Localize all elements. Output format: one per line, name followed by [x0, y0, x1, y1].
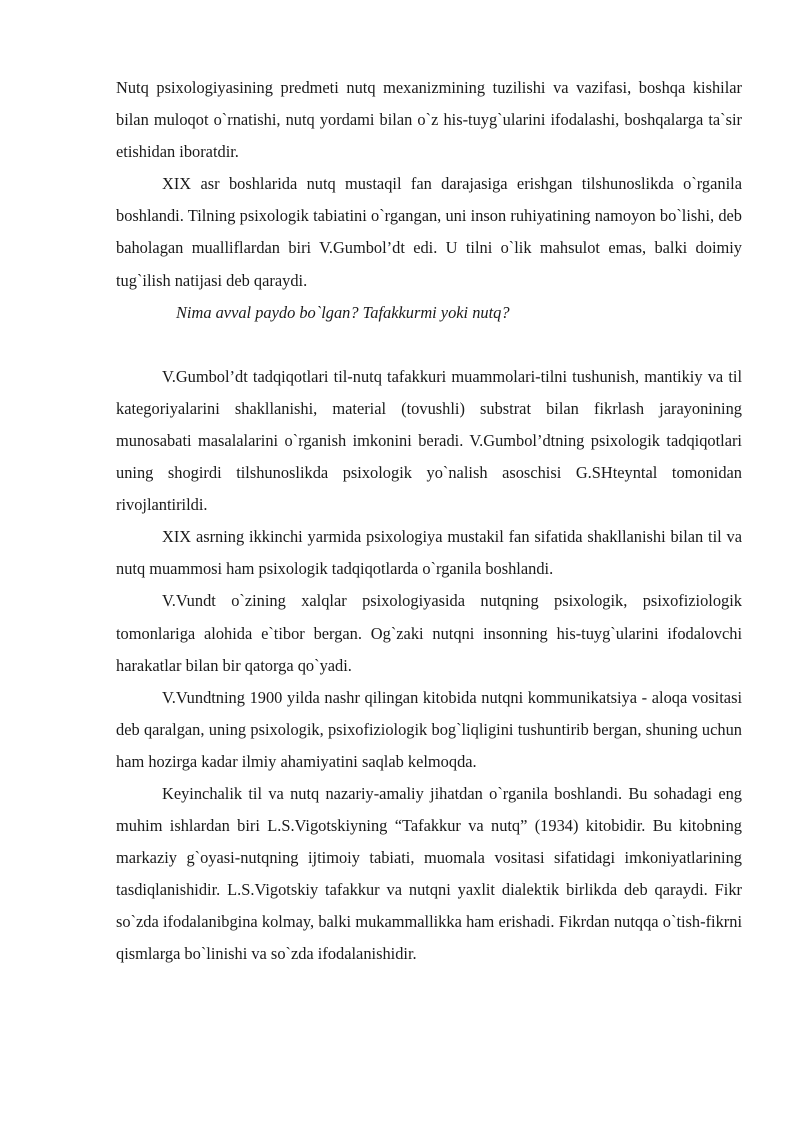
document-page	[116, 72, 742, 971]
paragraph-vundt: V.Vundt o`zining xalqlar psixologiyasida nutqning psixologik, psixofiziologik tomonlariga alohida e`tibor bergan. Og`zaki nutqni insonning his-tuyg`ularini ifodalovchi harakatlar bilan bir qatorga qo`yadi.	[116, 591, 742, 675]
paragraph-19th-century-second-half: XIX asrning ikkinchi yarmida psixologiya mustakil fan sifatida shakllanishi bilan til va nutq muammosi ham psixologik tadqiqotlarda o`rganila boshlandi.	[116, 527, 742, 579]
paragraph-vigotskiy: Keyinchalik til va nutq nazariy-amaliy jihatdan o`rganila boshlandi. Bu sohadagi eng muhim ishlardan biri L.S.Vigotskiyning “Tafakkur va nutq” (1934) kitobidir. Bu kitobning markaziy g`oyasi-nutqning ijtimoiy tabiati, muomala vositasi sifatidagi imkoniyatlarining tasdiqlanishidir. L.S.Vigotskiy tafakkur va nutqni yaxlit dialektik birlikda deb qaraydi. Fikr so`zda ifodalanibgina kolmay, balki mukammallikka ham erishadi. Fikrdan nutqqa o`tish-fikrni qismlarga bo`linishi va so`zda ifodalanishidir.	[116, 783, 742, 964]
paragraph-19th-century: XIX asr boshlarida nutq mustaqil fan darajasiga erishgan tilshunoslikda o`rganila boshlandi. Tilning psixologik tabiatini o`rgangan, uni inson ruhiyatining namoyon bo`lishi, deb baholagan mualliflardan biri V.Gumbol’dt edi. U tilni o`lik mahsulot emas, balki doimiy tug`ilish natijasi deb qaraydi.	[116, 174, 742, 290]
paragraph-gumboldt-research: V.Gumbol’dt tadqiqotlari til-nutq tafakkuri muammolari-tilni tushunish, mantikiy va til kategoriyalarini shakllanishi, material (tovushli) substrat bilan fikrlash jarayonining munosabati masalalarini o`rganish imkonini beradi. V.Gumbol’dtning psixologik tadqiqotlari uning shogirdi tilshunoslikda psixologik yo`nalish asoschisi G.SHteyntal tomonidan rivojlantirildi.	[116, 366, 742, 515]
blank-line	[116, 329, 742, 361]
paragraph-subject: Nutq psixologiyasining predmeti nutq mexanizmining tuzilishi va vazifasi, boshqa kishilar bilan muloqot o`rnatishi, nutq yordami bilan o`z his-tuyg`ularini ifodalashi, boshqalarga ta`sir etishidan iboratdir.	[116, 78, 742, 162]
paragraph-question: Nima avval paydo bo`lgan? Tafakkurmi yoki nutq?	[176, 302, 510, 322]
paragraph-vundt-1900: V.Vundtning 1900 yilda nashr qilingan kitobida nutqni kommunikatsiya - aloqa vositasi deb qaralgan, uning psixologik, psixofiziologik bog`liqligini tushuntirib bergan, shuning uchun ham hozirga kadar ilmiy ahamiyatini saqlab kelmoqda.	[116, 687, 742, 771]
